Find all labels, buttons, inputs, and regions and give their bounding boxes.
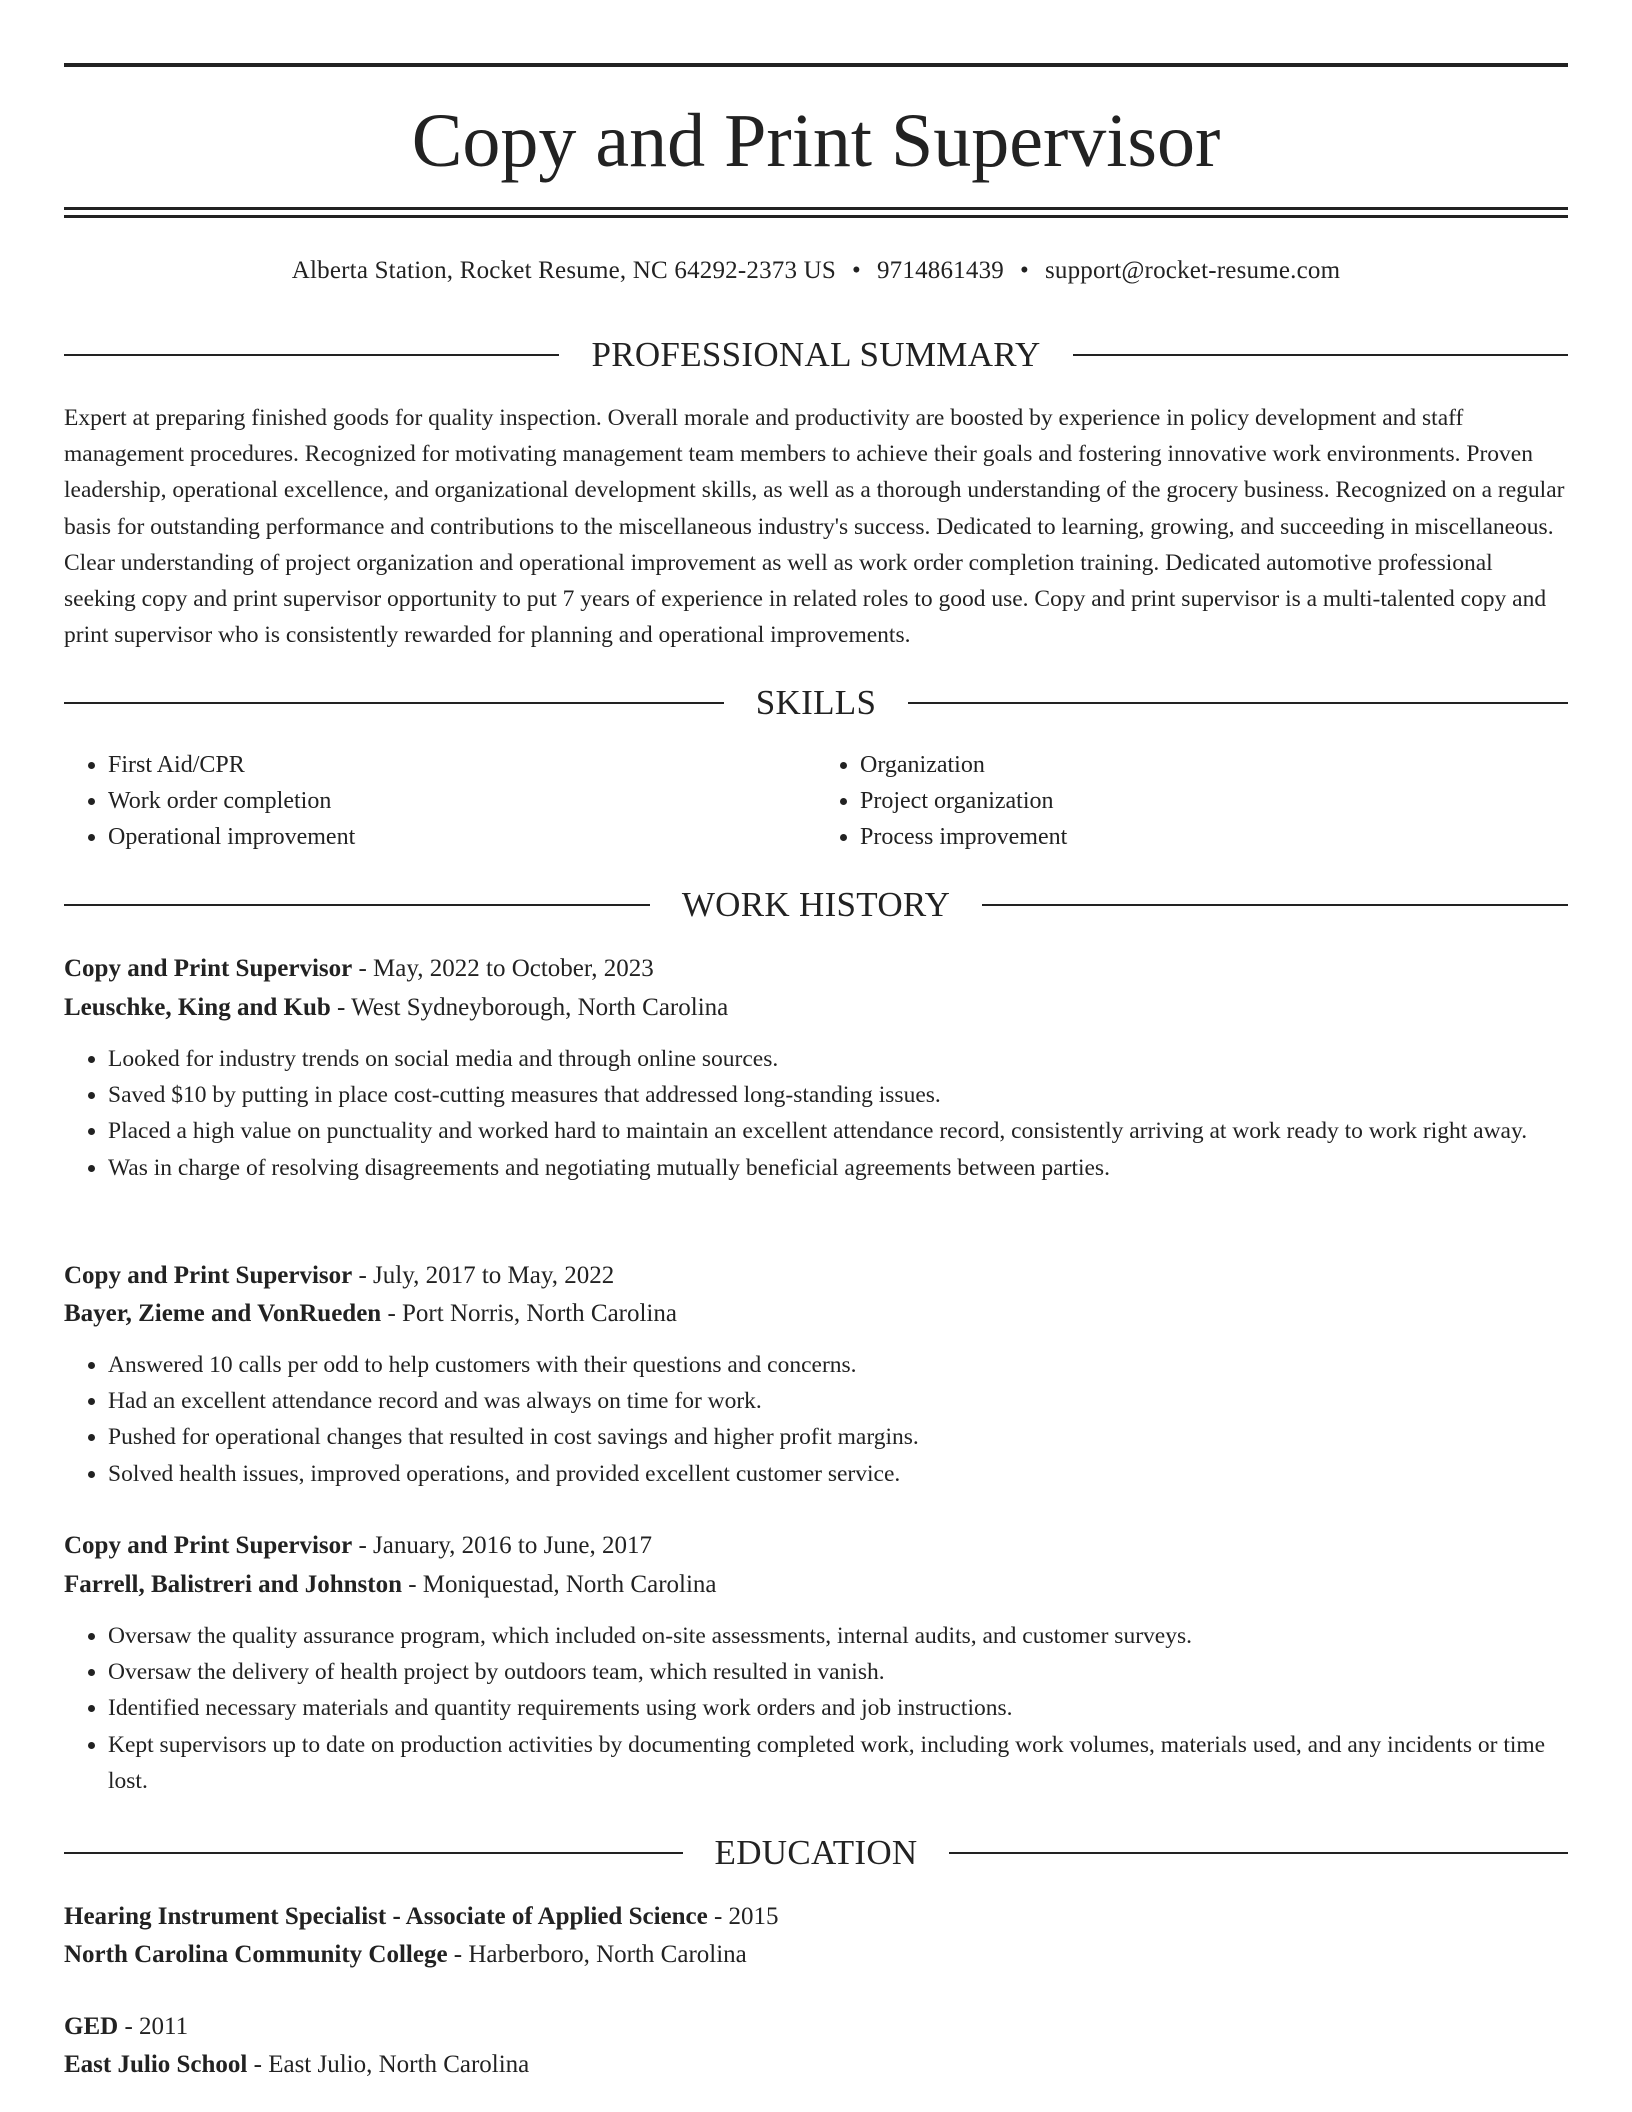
job-bullet: • Oversaw the delivery of health project by outdoors team, which resulted in vanish. — [108, 1654, 1568, 1690]
divider-line — [1073, 354, 1568, 356]
divider-line — [64, 904, 650, 906]
education-degree: GED — [64, 2013, 119, 2040]
job-title-line — [64, 1258, 1568, 1294]
skill-item: • First Aid/CPR — [108, 747, 816, 783]
contact-phone: 9714861439 — [876, 257, 1004, 284]
education-school: East Julio School — [64, 2051, 248, 2078]
education-entry — [64, 2008, 1568, 2084]
job-dates: - May, 2022 to October, 2023 — [352, 955, 654, 982]
education-degree-line — [64, 2008, 1568, 2046]
job-dates: - July, 2017 to May, 2022 — [352, 1262, 615, 1289]
job-company-line — [64, 990, 1568, 1026]
job-bullet: • Identified necessary materials and quantity requirements using work orders and job instructions. — [108, 1690, 1568, 1726]
job-bullet: • Saved $10 by putting in place cost-cutting measures that addressed long-standing issues. — [108, 1077, 1568, 1113]
job-bullet: • Had an excellent attendance record and was always on time for work. — [108, 1383, 1568, 1419]
job-bullets — [64, 1618, 1568, 1799]
section-title: PROFESSIONAL SUMMARY — [591, 335, 1041, 374]
job-bullet: • Was in charge of resolving disagreements and negotiating mutually beneficial agreements between parties. — [108, 1150, 1568, 1186]
section-title: WORK HISTORY — [681, 885, 951, 924]
section-heading-work — [64, 885, 1568, 925]
skills-list — [64, 747, 1568, 856]
job-bullet: • Answered 10 calls per odd to help customers with their questions and concerns. — [108, 1347, 1568, 1383]
job-title: Copy and Print Supervisor — [64, 1262, 353, 1289]
job-entry — [64, 951, 1568, 1186]
education-location: - Harberboro, North Carolina — [447, 1941, 747, 1968]
contact-line — [64, 256, 1568, 286]
job-bullet: • Solved health issues, improved operations, and provided excellent customer service. — [108, 1456, 1568, 1492]
section-heading-skills — [64, 683, 1568, 723]
job-entry — [64, 1258, 1568, 1492]
skills-column-left — [64, 747, 816, 856]
job-company-line — [64, 1567, 1568, 1603]
contact-address: Alberta Station, Rocket Resume, NC 64292-2373 US — [291, 257, 837, 284]
job-dates: - January, 2016 to June, 2017 — [352, 1532, 652, 1559]
divider-line — [64, 702, 724, 704]
skill-item: • Organization — [860, 747, 1568, 783]
education-school-line — [64, 1936, 1568, 1974]
name-rule-upper — [64, 207, 1568, 210]
job-company-line — [64, 1296, 1568, 1332]
skill-item: • Work order completion — [108, 783, 816, 819]
skill-item: • Operational improvement — [108, 819, 816, 855]
job-location: - West Sydneyborough, North Carolina — [330, 994, 729, 1021]
job-company: Bayer, Zieme and VonRueden — [64, 1300, 382, 1327]
divider-line — [949, 1852, 1568, 1854]
job-title: Copy and Print Supervisor — [64, 1532, 353, 1559]
education-year: - 2011 — [118, 2013, 189, 2040]
education-school: North Carolina Community College — [64, 1941, 448, 1968]
job-bullet: • Placed a high value on punctuality and worked hard to maintain an excellent attendance record, consistently arriving at work ready to work right away. — [108, 1113, 1568, 1149]
section-title: EDUCATION — [714, 1833, 918, 1872]
job-bullet: • Pushed for operational changes that resulted in cost savings and higher profit margins. — [108, 1419, 1568, 1455]
section-heading-summary — [64, 335, 1568, 375]
section-title: SKILLS — [755, 683, 877, 722]
job-location: - Port Norris, North Carolina — [381, 1300, 677, 1327]
divider-line — [982, 904, 1568, 906]
section-heading-education — [64, 1833, 1568, 1873]
summary-text: Expert at preparing finished goods for quality inspection. Overall morale and productivity are boosted by experience in policy development and staff management procedures. Recognized for motivating management team members to achieve their goals and fostering innovative work environments. Proven leadership, operational excellence, and organizational development skills, as well as a thorough understanding of the grocery business. Recognized on a regular basis for outstanding performance and contributions to the miscellaneous industry's success. Dedicated to learning, growing, and succeeding in miscellaneous. Clear understanding of project organization and operational improvement as well as work order completion training. Dedicated automotive professional seeking copy and print supervisor opportunity to put 7 years of experience in related roles to good use. Copy and print supervisor is a multi-talented copy and print supervisor who is consistently rewarded for planning and operational improvements. — [64, 405, 1565, 649]
education-degree-line — [64, 1898, 1568, 1936]
job-title: Copy and Print Supervisor — [64, 955, 353, 982]
resume-name: Copy and Print Supervisor — [411, 99, 1221, 183]
skill-item: • Process improvement — [860, 819, 1568, 855]
job-bullets — [64, 1041, 1568, 1186]
job-bullets — [64, 1347, 1568, 1492]
job-location: - Moniquestad, North Carolina — [401, 1571, 717, 1598]
job-bullet: • Kept supervisors up to date on production activities by documenting completed work, including work volumes, materials used, and any incidents or time lost. — [108, 1727, 1568, 1799]
contact-email[interactable]: support@rocket-resume.com — [1044, 257, 1341, 284]
education-entry — [64, 1898, 1568, 1974]
education-location: - East Julio, North Carolina — [247, 2051, 530, 2078]
education-degree: Hearing Instrument Specialist - Associate of Applied Science — [64, 1903, 708, 1930]
education-school-line — [64, 2046, 1568, 2084]
job-bullet: • Looked for industry trends on social media and through online sources. — [108, 1041, 1568, 1077]
job-company: Farrell, Balistreri and Johnston — [64, 1571, 402, 1598]
job-title-line — [64, 1528, 1568, 1564]
contact-separator: • — [852, 257, 861, 284]
skills-column-right — [816, 747, 1568, 856]
top-rule — [64, 63, 1568, 67]
job-entry — [64, 1528, 1568, 1799]
divider-line — [64, 354, 559, 356]
skill-item: • Project organization — [860, 783, 1568, 819]
job-company: Leuschke, King and Kub — [64, 994, 331, 1021]
divider-line — [64, 1852, 683, 1854]
divider-line — [908, 702, 1568, 704]
job-bullet: • Oversaw the quality assurance program, which included on-site assessments, internal audits, and customer surveys. — [108, 1618, 1568, 1654]
name-rule-lower — [64, 215, 1568, 218]
job-title-line — [64, 951, 1568, 987]
contact-separator: • — [1019, 257, 1029, 284]
education-year: - 2015 — [707, 1903, 779, 1930]
